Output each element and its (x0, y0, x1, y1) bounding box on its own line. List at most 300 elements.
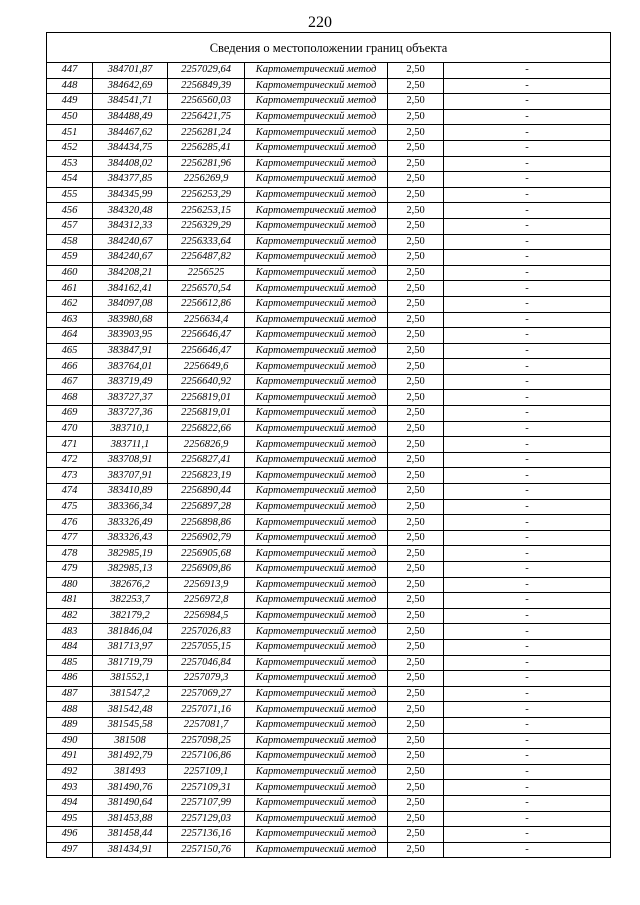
coordinate-y-cell: 2256281,24 (168, 125, 245, 141)
method-cell: Картометрический метод (245, 94, 388, 110)
method-cell: Картометрический метод (245, 125, 388, 141)
coordinate-x-cell: 382985,13 (93, 562, 168, 578)
coordinate-x-cell: 381492,79 (93, 749, 168, 765)
precision-cell: 2,50 (388, 125, 444, 141)
coordinate-x-cell: 384434,75 (93, 140, 168, 156)
coordinate-x-cell: 383326,43 (93, 530, 168, 546)
point-number-cell: 492 (47, 764, 93, 780)
coordinate-x-cell: 381713,97 (93, 639, 168, 655)
note-cell: - (444, 390, 611, 406)
note-cell: - (444, 452, 611, 468)
coordinate-x-cell: 384467,62 (93, 125, 168, 141)
coordinate-x-cell: 383708,91 (93, 452, 168, 468)
table-row (47, 593, 611, 609)
precision-cell: 2,50 (388, 78, 444, 94)
precision-cell: 2,50 (388, 343, 444, 359)
table-row (47, 187, 611, 203)
point-number-cell: 484 (47, 639, 93, 655)
method-cell: Картометрический метод (245, 780, 388, 796)
coordinate-x-cell: 381490,64 (93, 795, 168, 811)
table-row (47, 546, 611, 562)
note-cell: - (444, 655, 611, 671)
precision-cell: 2,50 (388, 702, 444, 718)
method-cell: Картометрический метод (245, 515, 388, 531)
coordinate-y-cell: 2256253,29 (168, 187, 245, 203)
note-cell: - (444, 359, 611, 375)
coordinate-y-cell: 2257029,64 (168, 63, 245, 79)
precision-cell: 2,50 (388, 296, 444, 312)
point-number-cell: 491 (47, 749, 93, 765)
precision-cell: 2,50 (388, 63, 444, 79)
note-cell: - (444, 608, 611, 624)
coordinate-x-cell: 383707,91 (93, 468, 168, 484)
coordinate-y-cell: 2256890,44 (168, 484, 245, 500)
coordinate-x-cell: 383719,49 (93, 374, 168, 390)
precision-cell: 2,50 (388, 749, 444, 765)
method-cell: Картометрический метод (245, 764, 388, 780)
precision-cell: 2,50 (388, 515, 444, 531)
note-cell: - (444, 234, 611, 250)
note-cell: - (444, 546, 611, 562)
point-number-cell: 476 (47, 515, 93, 531)
coordinate-x-cell: 381490,76 (93, 780, 168, 796)
coordinate-y-cell: 2256269,9 (168, 172, 245, 188)
table-row (47, 842, 611, 858)
coordinate-y-cell: 2256634,4 (168, 312, 245, 328)
coordinate-x-cell: 382253,7 (93, 593, 168, 609)
coordinate-y-cell: 2257069,27 (168, 686, 245, 702)
coordinate-x-cell: 381547,2 (93, 686, 168, 702)
coordinate-y-cell: 2256913,9 (168, 577, 245, 593)
point-number-cell: 482 (47, 608, 93, 624)
coordinate-y-cell: 2256897,28 (168, 499, 245, 515)
coordinate-x-cell: 384097,08 (93, 296, 168, 312)
point-number-cell: 457 (47, 218, 93, 234)
coordinate-y-cell: 2257136,16 (168, 827, 245, 843)
coordinate-y-cell: 2257109,31 (168, 780, 245, 796)
method-cell: Картометрический метод (245, 795, 388, 811)
table-row (47, 343, 611, 359)
point-number-cell: 459 (47, 250, 93, 266)
note-cell: - (444, 312, 611, 328)
point-number-cell: 478 (47, 546, 93, 562)
table-row (47, 140, 611, 156)
method-cell: Картометрический метод (245, 842, 388, 858)
coordinate-x-cell: 383366,34 (93, 499, 168, 515)
coordinate-y-cell: 2257107,99 (168, 795, 245, 811)
precision-cell: 2,50 (388, 140, 444, 156)
table-row (47, 671, 611, 687)
coordinate-x-cell: 381458,44 (93, 827, 168, 843)
table-row (47, 437, 611, 453)
method-cell: Картометрический метод (245, 827, 388, 843)
precision-cell: 2,50 (388, 686, 444, 702)
coordinate-y-cell: 2257071,16 (168, 702, 245, 718)
precision-cell: 2,50 (388, 312, 444, 328)
note-cell: - (444, 94, 611, 110)
precision-cell: 2,50 (388, 624, 444, 640)
table-row (47, 172, 611, 188)
point-number-cell: 481 (47, 593, 93, 609)
point-number-cell: 493 (47, 780, 93, 796)
table-row (47, 125, 611, 141)
precision-cell: 2,50 (388, 374, 444, 390)
note-cell: - (444, 702, 611, 718)
coordinate-x-cell: 384701,87 (93, 63, 168, 79)
method-cell: Картометрический метод (245, 359, 388, 375)
table-row (47, 702, 611, 718)
point-number-cell: 485 (47, 655, 93, 671)
coordinate-x-cell: 383727,37 (93, 390, 168, 406)
precision-cell: 2,50 (388, 281, 444, 297)
coordinate-y-cell: 2256281,96 (168, 156, 245, 172)
method-cell: Картометрический метод (245, 452, 388, 468)
table-row (47, 406, 611, 422)
table-row (47, 499, 611, 515)
coordinate-y-cell: 2256640,92 (168, 374, 245, 390)
coordinate-y-cell: 2257150,76 (168, 842, 245, 858)
point-number-cell: 480 (47, 577, 93, 593)
precision-cell: 2,50 (388, 639, 444, 655)
point-number-cell: 473 (47, 468, 93, 484)
point-number-cell: 488 (47, 702, 93, 718)
method-cell: Картометрический метод (245, 390, 388, 406)
table-row (47, 749, 611, 765)
precision-cell: 2,50 (388, 406, 444, 422)
method-cell: Картометрический метод (245, 156, 388, 172)
table-body (47, 33, 611, 858)
table-row (47, 515, 611, 531)
note-cell: - (444, 530, 611, 546)
coordinate-x-cell: 384408,02 (93, 156, 168, 172)
coordinate-y-cell: 2256826,9 (168, 437, 245, 453)
coordinate-y-cell: 2256822,66 (168, 421, 245, 437)
coordinate-y-cell: 2257098,25 (168, 733, 245, 749)
point-number-cell: 461 (47, 281, 93, 297)
point-number-cell: 489 (47, 717, 93, 733)
table-row (47, 577, 611, 593)
note-cell: - (444, 671, 611, 687)
method-cell: Картометрический метод (245, 671, 388, 687)
precision-cell: 2,50 (388, 468, 444, 484)
point-number-cell: 486 (47, 671, 93, 687)
point-number-cell: 463 (47, 312, 93, 328)
point-number-cell: 469 (47, 406, 93, 422)
point-number-cell: 448 (47, 78, 93, 94)
coordinate-y-cell: 2256646,47 (168, 343, 245, 359)
method-cell: Картометрический метод (245, 234, 388, 250)
note-cell: - (444, 562, 611, 578)
table-row (47, 484, 611, 500)
precision-cell: 2,50 (388, 811, 444, 827)
table-row (47, 78, 611, 94)
note-cell: - (444, 577, 611, 593)
note-cell: - (444, 250, 611, 266)
table-row (47, 63, 611, 79)
coordinate-y-cell: 2256827,41 (168, 452, 245, 468)
point-number-cell: 464 (47, 328, 93, 344)
coordinate-x-cell: 382985,19 (93, 546, 168, 562)
precision-cell: 2,50 (388, 780, 444, 796)
table-row (47, 717, 611, 733)
precision-cell: 2,50 (388, 452, 444, 468)
table-row (47, 733, 611, 749)
table-row (47, 234, 611, 250)
method-cell: Картометрический метод (245, 187, 388, 203)
method-cell: Картометрический метод (245, 811, 388, 827)
coordinate-x-cell: 381434,91 (93, 842, 168, 858)
note-cell: - (444, 78, 611, 94)
note-cell: - (444, 374, 611, 390)
coordinate-y-cell: 2256329,29 (168, 218, 245, 234)
point-number-cell: 472 (47, 452, 93, 468)
point-number-cell: 449 (47, 94, 93, 110)
point-number-cell: 447 (47, 63, 93, 79)
coordinate-x-cell: 383847,91 (93, 343, 168, 359)
method-cell: Картометрический метод (245, 530, 388, 546)
table-row (47, 390, 611, 406)
method-cell: Картометрический метод (245, 499, 388, 515)
method-cell: Картометрический метод (245, 140, 388, 156)
coordinate-x-cell: 383903,95 (93, 328, 168, 344)
note-cell: - (444, 639, 611, 655)
method-cell: Картометрический метод (245, 296, 388, 312)
table-row (47, 218, 611, 234)
table-row (47, 374, 611, 390)
coordinate-y-cell: 2256333,64 (168, 234, 245, 250)
method-cell: Картометрический метод (245, 749, 388, 765)
point-number-cell: 470 (47, 421, 93, 437)
coordinate-y-cell: 2257106,86 (168, 749, 245, 765)
note-cell: - (444, 218, 611, 234)
point-number-cell: 462 (47, 296, 93, 312)
coordinate-x-cell: 383727,36 (93, 406, 168, 422)
method-cell: Картометрический метод (245, 717, 388, 733)
point-number-cell: 451 (47, 125, 93, 141)
coordinate-x-cell: 381542,48 (93, 702, 168, 718)
point-number-cell: 475 (47, 499, 93, 515)
precision-cell: 2,50 (388, 530, 444, 546)
method-cell: Картометрический метод (245, 421, 388, 437)
coordinate-x-cell: 384312,33 (93, 218, 168, 234)
table-row (47, 452, 611, 468)
precision-cell: 2,50 (388, 671, 444, 687)
precision-cell: 2,50 (388, 359, 444, 375)
coordinate-x-cell: 383980,68 (93, 312, 168, 328)
precision-cell: 2,50 (388, 608, 444, 624)
method-cell: Картометрический метод (245, 624, 388, 640)
note-cell: - (444, 109, 611, 125)
precision-cell: 2,50 (388, 593, 444, 609)
table-row (47, 281, 611, 297)
coordinate-y-cell: 2257046,84 (168, 655, 245, 671)
method-cell: Картометрический метод (245, 203, 388, 219)
point-number-cell: 494 (47, 795, 93, 811)
table-row (47, 250, 611, 266)
precision-cell: 2,50 (388, 546, 444, 562)
point-number-cell: 452 (47, 140, 93, 156)
method-cell: Картометрический метод (245, 702, 388, 718)
note-cell: - (444, 156, 611, 172)
note-cell: - (444, 842, 611, 858)
precision-cell: 2,50 (388, 187, 444, 203)
point-number-cell: 460 (47, 265, 93, 281)
note-cell: - (444, 717, 611, 733)
method-cell: Картометрический метод (245, 546, 388, 562)
point-number-cell: 466 (47, 359, 93, 375)
precision-cell: 2,50 (388, 733, 444, 749)
table-row (47, 764, 611, 780)
coordinate-y-cell: 2256487,82 (168, 250, 245, 266)
coordinate-x-cell: 384642,69 (93, 78, 168, 94)
precision-cell: 2,50 (388, 328, 444, 344)
coordinate-y-cell: 2256984,5 (168, 608, 245, 624)
coordinate-x-cell: 381493 (93, 764, 168, 780)
method-cell: Картометрический метод (245, 593, 388, 609)
note-cell: - (444, 63, 611, 79)
note-cell: - (444, 593, 611, 609)
method-cell: Картометрический метод (245, 78, 388, 94)
precision-cell: 2,50 (388, 94, 444, 110)
table-row (47, 827, 611, 843)
coordinate-y-cell: 2257055,15 (168, 639, 245, 655)
coordinate-x-cell: 381545,58 (93, 717, 168, 733)
method-cell: Картометрический метод (245, 265, 388, 281)
point-number-cell: 497 (47, 842, 93, 858)
point-number-cell: 458 (47, 234, 93, 250)
point-number-cell: 495 (47, 811, 93, 827)
note-cell: - (444, 265, 611, 281)
method-cell: Картометрический метод (245, 577, 388, 593)
point-number-cell: 479 (47, 562, 93, 578)
table-row (47, 639, 611, 655)
point-number-cell: 477 (47, 530, 93, 546)
coordinate-y-cell: 2256570,54 (168, 281, 245, 297)
coordinate-x-cell: 381719,79 (93, 655, 168, 671)
note-cell: - (444, 484, 611, 500)
table-row (47, 359, 611, 375)
note-cell: - (444, 515, 611, 531)
note-cell: - (444, 328, 611, 344)
note-cell: - (444, 780, 611, 796)
precision-cell: 2,50 (388, 265, 444, 281)
precision-cell: 2,50 (388, 437, 444, 453)
method-cell: Картометрический метод (245, 343, 388, 359)
note-cell: - (444, 406, 611, 422)
coordinate-x-cell: 381846,04 (93, 624, 168, 640)
coordinate-x-cell: 384488,49 (93, 109, 168, 125)
coordinate-y-cell: 2257129,03 (168, 811, 245, 827)
note-cell: - (444, 499, 611, 515)
table-title: Сведения о местоположении границ объекта (47, 33, 611, 63)
coordinate-x-cell: 384320,48 (93, 203, 168, 219)
coordinate-x-cell: 381508 (93, 733, 168, 749)
method-cell: Картометрический метод (245, 406, 388, 422)
point-number-cell: 453 (47, 156, 93, 172)
coordinate-x-cell: 383711,1 (93, 437, 168, 453)
method-cell: Картометрический метод (245, 437, 388, 453)
precision-cell: 2,50 (388, 484, 444, 500)
table-row (47, 94, 611, 110)
precision-cell: 2,50 (388, 250, 444, 266)
coordinate-x-cell: 383710,1 (93, 421, 168, 437)
precision-cell: 2,50 (388, 390, 444, 406)
coordinate-x-cell: 384208,21 (93, 265, 168, 281)
method-cell: Картометрический метод (245, 733, 388, 749)
table-row (47, 624, 611, 640)
boundary-table (46, 32, 611, 858)
method-cell: Картометрический метод (245, 218, 388, 234)
table-row (47, 109, 611, 125)
coordinate-x-cell: 383410,89 (93, 484, 168, 500)
coordinate-x-cell: 384240,67 (93, 250, 168, 266)
table-row (47, 530, 611, 546)
table-row (47, 468, 611, 484)
coordinate-x-cell: 381453,88 (93, 811, 168, 827)
note-cell: - (444, 795, 611, 811)
note-cell: - (444, 811, 611, 827)
note-cell: - (444, 203, 611, 219)
coordinate-y-cell: 2256972,8 (168, 593, 245, 609)
coordinate-y-cell: 2256823,19 (168, 468, 245, 484)
table-row (47, 655, 611, 671)
coordinate-y-cell: 2256421,75 (168, 109, 245, 125)
precision-cell: 2,50 (388, 156, 444, 172)
coordinate-y-cell: 2257081,7 (168, 717, 245, 733)
point-number-cell: 454 (47, 172, 93, 188)
note-cell: - (444, 764, 611, 780)
note-cell: - (444, 468, 611, 484)
coordinate-x-cell: 381552,1 (93, 671, 168, 687)
precision-cell: 2,50 (388, 562, 444, 578)
table-row (47, 203, 611, 219)
table-row (47, 312, 611, 328)
method-cell: Картометрический метод (245, 281, 388, 297)
coordinate-y-cell: 2256849,39 (168, 78, 245, 94)
point-number-cell: 483 (47, 624, 93, 640)
method-cell: Картометрический метод (245, 484, 388, 500)
point-number-cell: 468 (47, 390, 93, 406)
coordinate-y-cell: 2256560,03 (168, 94, 245, 110)
note-cell: - (444, 437, 611, 453)
coordinate-y-cell: 2256902,79 (168, 530, 245, 546)
note-cell: - (444, 827, 611, 843)
note-cell: - (444, 343, 611, 359)
coordinate-x-cell: 383326,49 (93, 515, 168, 531)
table-row (47, 795, 611, 811)
point-number-cell: 474 (47, 484, 93, 500)
table-row (47, 608, 611, 624)
precision-cell: 2,50 (388, 234, 444, 250)
precision-cell: 2,50 (388, 717, 444, 733)
point-number-cell: 487 (47, 686, 93, 702)
coordinate-y-cell: 2256819,01 (168, 406, 245, 422)
coordinate-y-cell: 2257079,3 (168, 671, 245, 687)
coordinate-y-cell: 2256909,86 (168, 562, 245, 578)
coordinate-y-cell: 2256285,41 (168, 140, 245, 156)
coordinate-y-cell: 2256253,15 (168, 203, 245, 219)
method-cell: Картометрический метод (245, 608, 388, 624)
coordinate-x-cell: 384345,99 (93, 187, 168, 203)
method-cell: Картометрический метод (245, 250, 388, 266)
note-cell: - (444, 281, 611, 297)
table-title-row (47, 33, 611, 63)
point-number-cell: 455 (47, 187, 93, 203)
page-number: 220 (308, 14, 332, 31)
point-number-cell: 465 (47, 343, 93, 359)
coordinate-x-cell: 382179,2 (93, 608, 168, 624)
method-cell: Картометрический метод (245, 468, 388, 484)
